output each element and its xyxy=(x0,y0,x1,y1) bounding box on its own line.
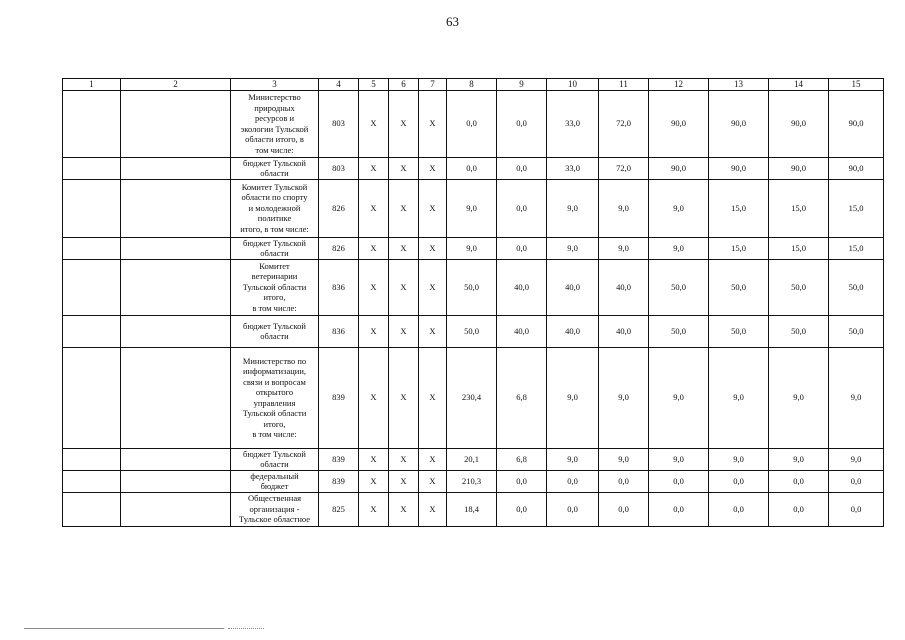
col-number: 13 xyxy=(709,79,769,91)
value-cell: 90,0 xyxy=(769,90,829,157)
table-row xyxy=(63,470,884,492)
table-row xyxy=(63,90,884,157)
value-cell: 210,3 xyxy=(447,470,497,492)
table-row xyxy=(63,347,884,448)
value-cell: 15,0 xyxy=(769,179,829,237)
value-cell: 18,4 xyxy=(447,492,497,526)
value-cell: 0,0 xyxy=(497,470,547,492)
value-cell: 40,0 xyxy=(599,315,649,347)
value-cell: 0,0 xyxy=(497,492,547,526)
gov-code-cell: 839 xyxy=(319,347,359,448)
col-number: 9 xyxy=(497,79,547,91)
gov-code-cell: 826 xyxy=(319,179,359,237)
col-number: 12 xyxy=(649,79,709,91)
x-cell: X xyxy=(389,492,419,526)
gov-code-cell: 839 xyxy=(319,470,359,492)
table-row xyxy=(63,237,884,259)
value-cell: 9,0 xyxy=(769,448,829,470)
value-cell: 20,1 xyxy=(447,448,497,470)
value-cell: 0,0 xyxy=(649,492,709,526)
table-row xyxy=(63,259,884,315)
table-row xyxy=(63,492,884,526)
value-cell: 9,0 xyxy=(769,347,829,448)
value-cell: 9,0 xyxy=(599,179,649,237)
x-cell: X xyxy=(389,237,419,259)
value-cell: 15,0 xyxy=(709,237,769,259)
cell-col2 xyxy=(121,157,231,179)
cell-col2 xyxy=(121,448,231,470)
value-cell: 0,0 xyxy=(447,157,497,179)
gov-code-cell: 825 xyxy=(319,492,359,526)
value-cell: 90,0 xyxy=(649,90,709,157)
value-cell: 90,0 xyxy=(769,157,829,179)
cell-col1 xyxy=(63,470,121,492)
cell-col2 xyxy=(121,237,231,259)
value-cell: 9,0 xyxy=(709,347,769,448)
value-cell: 0,0 xyxy=(829,470,884,492)
value-cell: 9,0 xyxy=(649,448,709,470)
cell-col1 xyxy=(63,492,121,526)
budget-table xyxy=(62,78,884,527)
value-cell: 50,0 xyxy=(649,259,709,315)
x-cell: X xyxy=(419,315,447,347)
program-name-cell: федеральный бюджет xyxy=(231,470,319,492)
value-cell: 230,4 xyxy=(447,347,497,448)
gov-code-cell: 826 xyxy=(319,237,359,259)
value-cell: 9,0 xyxy=(547,448,599,470)
x-cell: X xyxy=(419,470,447,492)
value-cell: 90,0 xyxy=(709,157,769,179)
value-cell: 50,0 xyxy=(649,315,709,347)
col-number: 5 xyxy=(359,79,389,91)
value-cell: 9,0 xyxy=(599,448,649,470)
value-cell: 9,0 xyxy=(649,347,709,448)
program-name-cell: Министерство по информатизации, связи и вопросам открытого управления Тульской области итого, в том числе: xyxy=(231,347,319,448)
program-name-cell: Общественная организация - Тульское областное xyxy=(231,492,319,526)
x-cell: X xyxy=(389,315,419,347)
value-cell: 33,0 xyxy=(547,157,599,179)
cell-col2 xyxy=(121,259,231,315)
value-cell: 0,0 xyxy=(447,90,497,157)
value-cell: 72,0 xyxy=(599,157,649,179)
value-cell: 0,0 xyxy=(547,470,599,492)
x-cell: X xyxy=(389,347,419,448)
x-cell: X xyxy=(419,448,447,470)
value-cell: 50,0 xyxy=(447,259,497,315)
cell-col2 xyxy=(121,347,231,448)
value-cell: 50,0 xyxy=(769,315,829,347)
cell-col1 xyxy=(63,90,121,157)
x-cell: X xyxy=(359,90,389,157)
program-name-cell: Министерство природных ресурсов и экологии Тульской области итого, в том числе: xyxy=(231,90,319,157)
x-cell: X xyxy=(389,259,419,315)
value-cell: 9,0 xyxy=(547,237,599,259)
gov-code-cell: 836 xyxy=(319,259,359,315)
gov-code-cell: 803 xyxy=(319,90,359,157)
value-cell: 6,8 xyxy=(497,347,547,448)
x-cell: X xyxy=(389,448,419,470)
cell-col1 xyxy=(63,179,121,237)
value-cell: 0,0 xyxy=(649,470,709,492)
value-cell: 50,0 xyxy=(709,315,769,347)
program-name-cell: бюджет Тульской области xyxy=(231,157,319,179)
x-cell: X xyxy=(389,157,419,179)
x-cell: X xyxy=(419,157,447,179)
cell-col1 xyxy=(63,237,121,259)
x-cell: X xyxy=(359,315,389,347)
table-row xyxy=(63,315,884,347)
value-cell: 9,0 xyxy=(829,448,884,470)
col-number: 14 xyxy=(769,79,829,91)
col-number: 11 xyxy=(599,79,649,91)
cell-col1 xyxy=(63,315,121,347)
program-name-cell: бюджет Тульской области xyxy=(231,237,319,259)
value-cell: 40,0 xyxy=(497,259,547,315)
col-number: 7 xyxy=(419,79,447,91)
program-name-cell: Комитет Тульской области по спорту и молодежной политике итого, в том числе: xyxy=(231,179,319,237)
value-cell: 15,0 xyxy=(829,237,884,259)
value-cell: 0,0 xyxy=(599,470,649,492)
value-cell: 90,0 xyxy=(829,157,884,179)
value-cell: 9,0 xyxy=(649,179,709,237)
x-cell: X xyxy=(359,237,389,259)
cell-col1 xyxy=(63,157,121,179)
value-cell: 9,0 xyxy=(599,237,649,259)
gov-code-cell: 839 xyxy=(319,448,359,470)
program-name-cell: Комитет ветеринарии Тульской области итого, в том числе: xyxy=(231,259,319,315)
value-cell: 0,0 xyxy=(769,492,829,526)
table-row xyxy=(63,179,884,237)
value-cell: 0,0 xyxy=(709,470,769,492)
gov-code-cell: 803 xyxy=(319,157,359,179)
value-cell: 50,0 xyxy=(709,259,769,315)
value-cell: 0,0 xyxy=(769,470,829,492)
cell-col1 xyxy=(63,448,121,470)
gov-code-cell: 836 xyxy=(319,315,359,347)
value-cell: 0,0 xyxy=(497,179,547,237)
value-cell: 33,0 xyxy=(547,90,599,157)
value-cell: 0,0 xyxy=(497,90,547,157)
cell-col2 xyxy=(121,90,231,157)
col-number: 15 xyxy=(829,79,884,91)
table-row xyxy=(63,157,884,179)
footer-rule xyxy=(24,628,224,629)
col-number: 2 xyxy=(121,79,231,91)
col-number: 8 xyxy=(447,79,497,91)
value-cell: 9,0 xyxy=(547,347,599,448)
x-cell: X xyxy=(359,259,389,315)
value-cell: 9,0 xyxy=(599,347,649,448)
value-cell: 50,0 xyxy=(769,259,829,315)
x-cell: X xyxy=(359,157,389,179)
value-cell: 15,0 xyxy=(829,179,884,237)
value-cell: 50,0 xyxy=(829,315,884,347)
cell-col2 xyxy=(121,315,231,347)
value-cell: 9,0 xyxy=(649,237,709,259)
value-cell: 40,0 xyxy=(547,315,599,347)
program-name-cell: бюджет Тульской области xyxy=(231,448,319,470)
col-number: 1 xyxy=(63,79,121,91)
table-row xyxy=(63,448,884,470)
x-cell: X xyxy=(359,347,389,448)
x-cell: X xyxy=(359,492,389,526)
x-cell: X xyxy=(419,237,447,259)
x-cell: X xyxy=(359,448,389,470)
value-cell: 40,0 xyxy=(547,259,599,315)
value-cell: 50,0 xyxy=(829,259,884,315)
x-cell: X xyxy=(419,179,447,237)
value-cell: 0,0 xyxy=(829,492,884,526)
page-number: 63 xyxy=(446,14,459,29)
x-cell: X xyxy=(389,179,419,237)
x-cell: X xyxy=(389,90,419,157)
x-cell: X xyxy=(359,470,389,492)
value-cell: 50,0 xyxy=(447,315,497,347)
col-number: 3 xyxy=(231,79,319,91)
cell-col2 xyxy=(121,179,231,237)
x-cell: X xyxy=(419,259,447,315)
cell-col2 xyxy=(121,492,231,526)
x-cell: X xyxy=(359,179,389,237)
cell-col1 xyxy=(63,347,121,448)
program-name-cell: бюджет Тульской области xyxy=(231,315,319,347)
value-cell: 90,0 xyxy=(829,90,884,157)
value-cell: 15,0 xyxy=(769,237,829,259)
value-cell: 0,0 xyxy=(547,492,599,526)
value-cell: 90,0 xyxy=(649,157,709,179)
value-cell: 9,0 xyxy=(709,448,769,470)
value-cell: 6,8 xyxy=(497,448,547,470)
value-cell: 9,0 xyxy=(447,179,497,237)
footer-rule xyxy=(228,628,264,629)
cell-col1 xyxy=(63,259,121,315)
x-cell: X xyxy=(389,470,419,492)
column-number-header xyxy=(63,79,884,91)
value-cell: 15,0 xyxy=(709,179,769,237)
value-cell: 9,0 xyxy=(829,347,884,448)
value-cell: 0,0 xyxy=(709,492,769,526)
value-cell: 9,0 xyxy=(547,179,599,237)
x-cell: X xyxy=(419,492,447,526)
x-cell: X xyxy=(419,347,447,448)
value-cell: 0,0 xyxy=(497,157,547,179)
value-cell: 40,0 xyxy=(497,315,547,347)
cell-col2 xyxy=(121,470,231,492)
x-cell: X xyxy=(419,90,447,157)
col-number: 10 xyxy=(547,79,599,91)
value-cell: 72,0 xyxy=(599,90,649,157)
table-body xyxy=(63,90,884,526)
value-cell: 0,0 xyxy=(599,492,649,526)
value-cell: 0,0 xyxy=(497,237,547,259)
col-number: 4 xyxy=(319,79,359,91)
value-cell: 40,0 xyxy=(599,259,649,315)
value-cell: 90,0 xyxy=(709,90,769,157)
col-number: 6 xyxy=(389,79,419,91)
value-cell: 9,0 xyxy=(447,237,497,259)
